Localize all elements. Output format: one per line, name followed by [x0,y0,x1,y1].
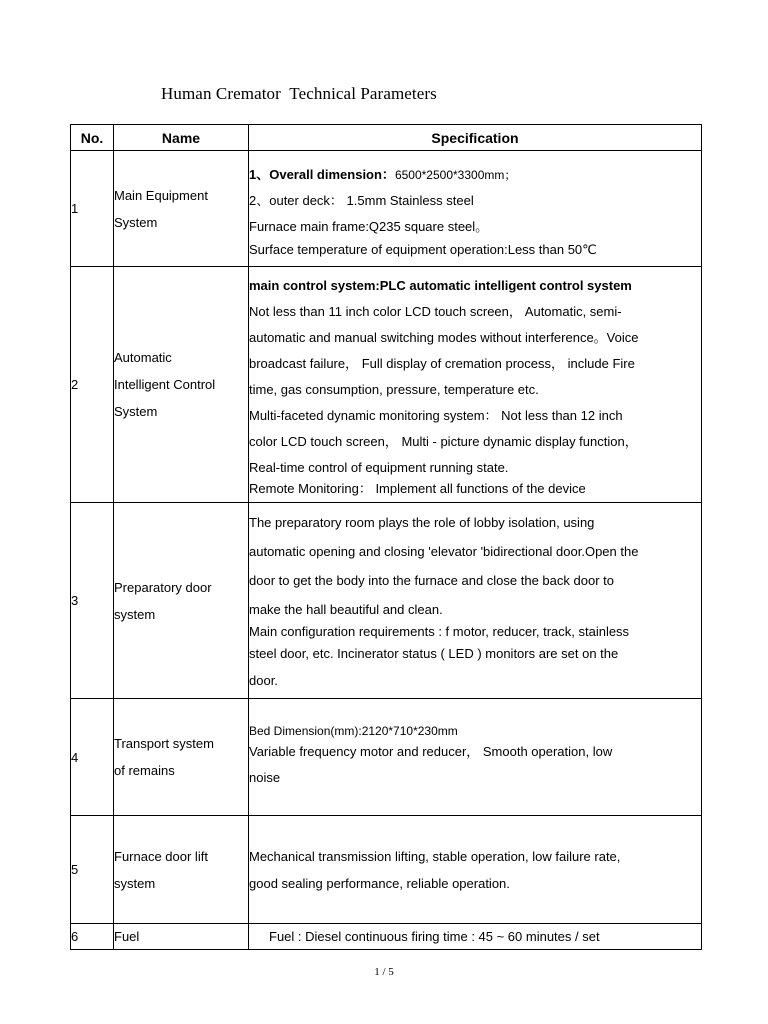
name-line: of remains [114,763,175,778]
name-line: Fuel [114,928,140,944]
name-line: Intelligent Control [114,377,216,392]
spec-line: Bed Dimension(mm):2120*710*230mm [249,724,458,738]
spec-line: Main configuration requirements : f motor, reducer, track, stainless [249,623,630,639]
spec-line: Real-time control of equipment running state. [249,459,509,475]
row-number: 3 [71,503,114,699]
row-specification [249,816,702,924]
row-specification [249,924,702,950]
table-row [71,924,702,950]
name-line: system [114,606,156,622]
spec-line: Surface temperature of equipment operation:Less than 50℃ [249,241,597,257]
spec-emphasis: 1、Overall dimension： [249,166,395,182]
spec-line: Not less than 11 inch color LCD touch screen， Automatic, semi- [249,303,622,319]
row-number: 2 [71,267,114,503]
spec-line: automatic opening and closing 'elevator 'bidirectional door.Open the [249,543,639,559]
row-name [114,503,249,699]
name-line: Transport system [114,736,214,751]
spec-line: noise [249,770,281,785]
spec-line: main control system:PLC automatic intelligent control system [249,277,632,293]
spec-line: Variable frequency motor and reducer， Smooth operation, low [249,744,613,759]
row-name [114,699,249,816]
technical-parameters-table [70,124,702,950]
spec-line: Multi-faceted dynamic monitoring system： Not less than 12 inch [249,407,623,423]
name-line: Automatic [114,350,172,365]
name-line: Furnace door lift [114,848,208,864]
row-specification [249,503,702,699]
page-number: 1 / 5 [374,966,394,978]
row-name [114,267,249,503]
spec-line: broadcast failure， Full display of cremation process， include Fire [249,355,635,371]
row-number: 1 [71,151,114,267]
spec-line: color LCD touch screen， Multi - picture dynamic display function， [249,433,638,449]
spec-line: Fuel : Diesel continuous firing time : 45 ~ 60 minutes / set [269,928,600,944]
row-specification [249,267,702,503]
spec-value: 6500*2500*3300mm； [394,167,517,182]
row-number: 5 [71,816,114,924]
name-line: System [114,214,158,230]
table-row [71,151,702,267]
table-row [71,699,702,816]
table-header-row [71,125,702,151]
spec-line: Mechanical transmission lifting, stable operation, low failure rate, [249,848,621,864]
spec-line: door. [249,672,278,688]
name-line: Main Equipment [114,187,208,203]
spec-line: steel door, etc. Incinerator status ( LED ) monitors are set on the [249,645,619,661]
table-row [71,816,702,924]
row-specification [249,699,702,816]
spec-line [249,162,701,188]
name-line: system [114,875,156,891]
row-number: 6 [71,924,114,950]
spec-line: door to get the body into the furnace and close the back door to [249,572,614,588]
row-number: 4 [71,699,114,816]
header-specification: Specification [249,125,702,151]
table-row [71,503,702,699]
name-line: System [114,404,158,419]
row-name [114,924,249,950]
header-no: No. [71,125,114,151]
row-name [114,151,249,267]
spec-line: 2、outer deck： 1.5mm Stainless steel [249,192,474,208]
spec-line: Remote Monitoring： Implement all functions of the device [249,480,586,496]
row-name [114,816,249,924]
spec-line: Furnace main frame:Q235 square steel。 [249,218,489,234]
table-row [71,267,702,503]
name-line: Preparatory door [114,579,212,595]
spec-line: time, gas consumption, pressure, temperature etc. [249,381,539,397]
header-name: Name [114,125,249,151]
spec-line: good sealing performance, reliable operation. [249,875,510,891]
spec-line: automatic and manual switching modes without interference。Voice [249,329,639,345]
document-title: Human Cremator Technical Parameters [161,84,437,103]
spec-line: make the hall beautiful and clean. [249,601,443,617]
spec-line: The preparatory room plays the role of lobby isolation, using [249,514,595,530]
row-specification [249,151,702,267]
